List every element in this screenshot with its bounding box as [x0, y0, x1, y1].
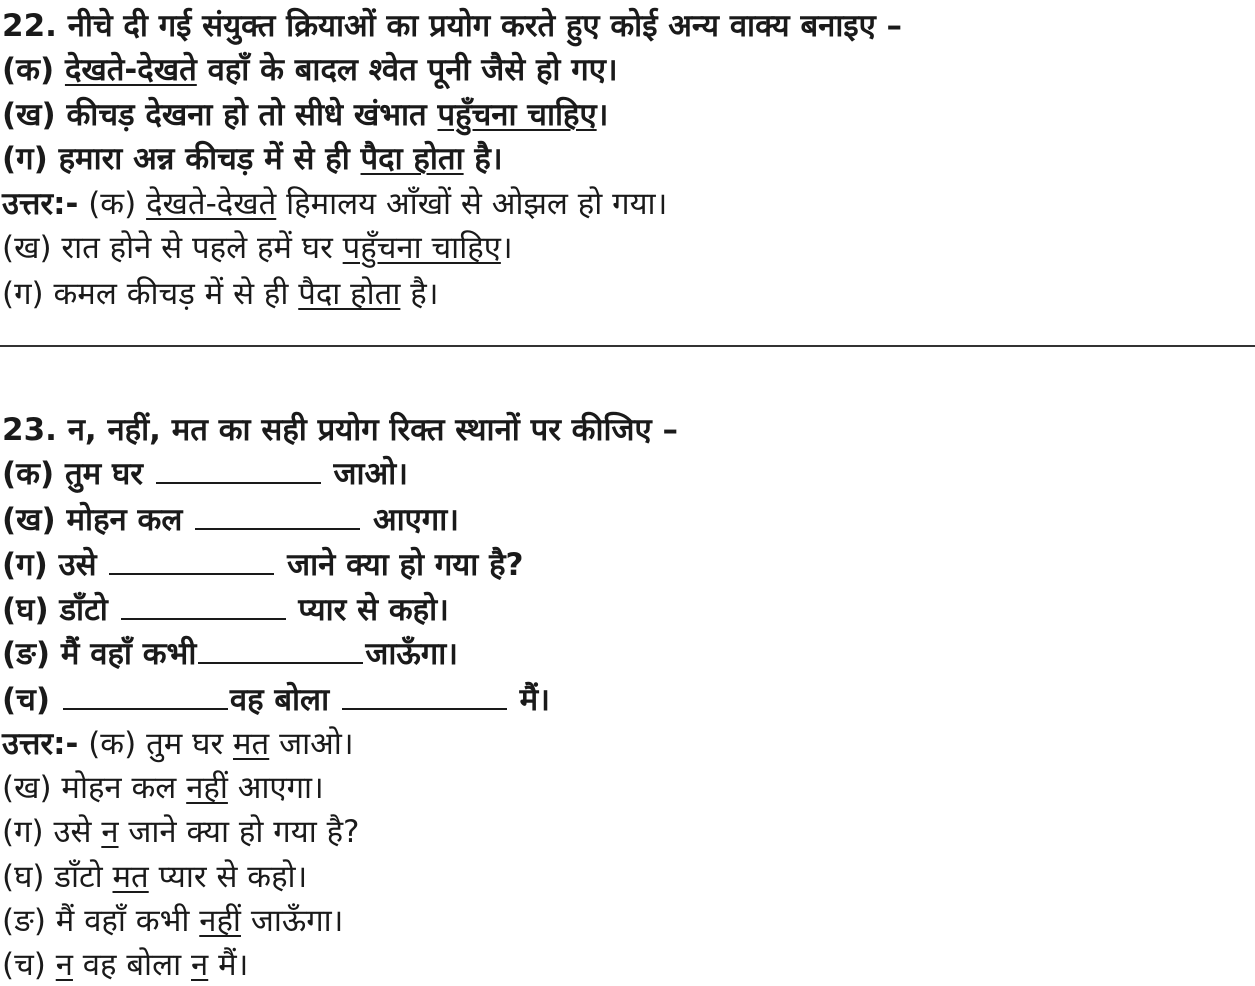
item-text: तुम घर — [64, 456, 154, 492]
fill-blank — [156, 456, 321, 484]
item-text: उसे — [53, 814, 102, 850]
item-text: उसे — [58, 547, 108, 583]
item-text-end: । — [500, 230, 513, 266]
item-text: वह बोला — [229, 682, 340, 718]
item-text: डाँटो — [59, 592, 119, 628]
underlined-phrase: पैदा होता — [298, 276, 401, 312]
item-text: तुम घर — [146, 726, 233, 762]
fill-blank — [198, 636, 363, 664]
item-text: मैं वहाँ कभी — [55, 903, 200, 939]
item-text-end: है। — [400, 276, 439, 312]
underlined-phrase: पैदा होता — [360, 141, 464, 177]
q22-answer-ga — [2, 274, 438, 314]
item-text: मोहन कल — [66, 502, 194, 538]
item-label: (क) — [78, 186, 147, 222]
q22-answer-ka — [2, 184, 667, 224]
underlined-answer: मत — [233, 726, 270, 762]
q22-item-ka — [2, 50, 618, 90]
item-text-end: मैं। — [208, 947, 249, 983]
q23-answer-gha — [2, 857, 307, 897]
item-text-end: जाने क्या हो गया है? — [276, 547, 524, 583]
item-text-end: प्यार से कहो। — [287, 592, 449, 628]
item-text: मोहन कल — [61, 770, 187, 806]
q23-heading: 23. न, नहीं, मत का सही प्रयोग रिक्त स्थानों पर कीजिए – — [2, 412, 678, 448]
q23-item-ga — [2, 545, 524, 585]
item-label: (ख) — [2, 97, 67, 133]
item-label: (च) — [2, 682, 61, 718]
item-label: (ग) — [2, 276, 54, 312]
item-text: डाँटो — [54, 859, 113, 895]
q23-item-ka — [2, 454, 408, 494]
item-label: (ख) — [2, 230, 62, 266]
section-divider — [0, 345, 1255, 347]
item-label: (घ) — [2, 859, 55, 895]
item-label: (घ) — [2, 592, 60, 628]
q23-answer-ka — [2, 724, 354, 764]
item-label: (क) — [2, 456, 65, 492]
item-text-end: । — [596, 97, 609, 133]
q23-item-gha — [2, 590, 449, 630]
q23-item-cha — [2, 680, 550, 720]
q22-item-kha — [2, 95, 608, 135]
item-text: कीचड़ देखना हो तो सीधे खंभात — [66, 97, 438, 133]
item-text: हिमालय आँखों से ओझल हो गया। — [276, 186, 668, 222]
fill-blank — [195, 502, 360, 530]
item-text-end: जाऊँगा। — [365, 636, 458, 672]
item-text-end: है। — [463, 141, 503, 177]
item-text-end: आएगा। — [227, 770, 324, 806]
item-text-end: प्यार से कहो। — [148, 859, 308, 895]
item-text-end: जाने क्या हो गया है? — [118, 814, 360, 850]
item-text: वहाँ के बादल श्वेत पूनी जैसे हो गए। — [196, 52, 618, 88]
underlined-phrase: देखते-देखते — [146, 186, 277, 222]
item-text: वह बोला — [72, 947, 191, 983]
item-label: (ङ) — [2, 636, 61, 672]
q23-answer-nga — [2, 901, 343, 941]
item-label: (ख) — [2, 770, 62, 806]
item-text-end: जाओ। — [322, 456, 409, 492]
underlined-phrase: देखते-देखते — [64, 52, 197, 88]
q23-answer-ga — [2, 812, 360, 852]
q23-item-kha — [2, 500, 459, 540]
underlined-answer: न — [55, 947, 73, 983]
underlined-answer: मत — [112, 859, 149, 895]
item-text-end: आएगा। — [362, 502, 460, 538]
underlined-answer-2: न — [191, 947, 209, 983]
item-label: (ङ) — [2, 903, 56, 939]
item-label: (ख) — [2, 502, 67, 538]
fill-blank — [342, 682, 507, 710]
item-label: (च) — [2, 947, 56, 983]
item-label: (क) — [78, 726, 147, 762]
underlined-phrase: पहुँचना चाहिए — [437, 97, 597, 133]
q22-heading: 22. नीचे दी गई संयुक्त क्रियाओं का प्रयोग करते हुए कोई अन्य वाक्य बनाइए – — [2, 8, 903, 44]
underlined-phrase: पहुँचना चाहिए — [342, 230, 501, 266]
item-text: हमारा अन्न कीचड़ में से ही — [58, 141, 361, 177]
answer-label: उत्तर:- — [2, 726, 79, 762]
q23-answer-kha — [2, 768, 324, 808]
item-label: (क) — [2, 52, 65, 88]
item-text-end: जाऊँगा। — [240, 903, 344, 939]
item-label: (ग) — [2, 141, 59, 177]
q22-answer-kha — [2, 228, 513, 268]
q23-answer-cha — [2, 945, 248, 985]
item-label: (ग) — [2, 547, 59, 583]
fill-blank — [109, 547, 274, 575]
item-text-end: जाओ। — [269, 726, 354, 762]
underlined-answer: न — [101, 814, 119, 850]
item-text: रात होने से पहले हमें घर — [61, 230, 343, 266]
q22-item-ga — [2, 139, 503, 179]
fill-blank — [63, 682, 228, 710]
item-text-end: मैं। — [508, 682, 550, 718]
item-text: कमल कीचड़ में से ही — [53, 276, 299, 312]
item-label: (ग) — [2, 814, 54, 850]
underlined-answer: नहीं — [199, 903, 241, 939]
item-text: मैं वहाँ कभी — [60, 636, 197, 672]
q23-item-nga — [2, 634, 458, 674]
fill-blank — [121, 592, 286, 620]
answer-label: उत्तर:- — [2, 186, 79, 222]
underlined-answer: नहीं — [186, 770, 228, 806]
